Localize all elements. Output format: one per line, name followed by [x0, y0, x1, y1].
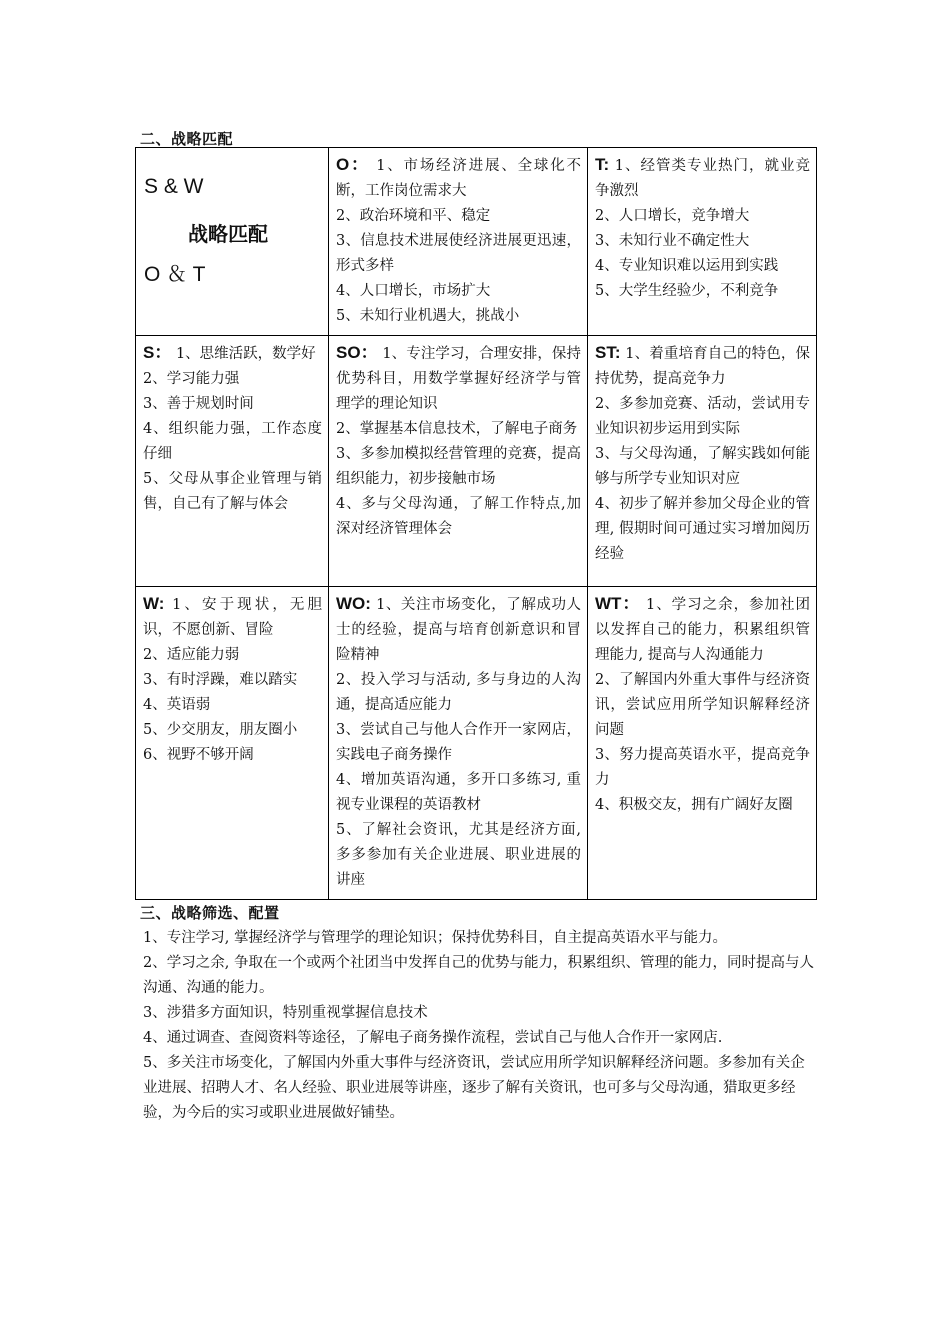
- cell-first-line: [336, 340, 581, 417]
- cell-item: 5、大学生经验少，不利竞争: [595, 283, 779, 299]
- cell-item: 3、有时浮躁，难以踏实: [143, 672, 298, 688]
- cell-item: 4、组织能力强，工作态度仔细: [143, 421, 322, 462]
- cell-item: 3、努力提高英语水平，提高竞争力: [595, 747, 810, 788]
- cell-item: 4、英语弱: [143, 697, 211, 713]
- section-2-title: 二、战略匹配: [140, 130, 234, 148]
- cell-w: [136, 587, 329, 900]
- cell-wo: [329, 587, 588, 900]
- list-item: 2、学习之余, 争取在一个或两个社团当中发挥自己的优势与能力，积累组织、管理的能力，同时提高与人沟通、沟通的能力。: [143, 955, 814, 996]
- cell-so: [329, 336, 588, 587]
- cell-item: 1、学习之余，参加社团以发挥自己的能力，积累组织管理能力, 提高与人沟通能力: [595, 597, 810, 663]
- list-item: 5、多关注市场变化，了解国内外重大事件与经济资讯，尝试应用所学知识解释经济问题。多参加有关企业进展、招聘人才、名人经验、职业进展等讲座，逐步了解有关资讯，也可多与父母沟通，猎取更多经验，为今后的实习或职业进展做好铺垫。: [143, 1055, 805, 1121]
- cell-item: 1、专注学习，合理安排，保持优势科目，用数学掌握好经济学与管理学的理论知识: [336, 346, 582, 412]
- cell-item: 5、少交朋友，朋友圈小: [143, 722, 298, 738]
- table-row: [136, 148, 817, 336]
- cell-item: 3、多参加模拟经营管理的竞赛，提高组织能力，初步接触市场: [336, 446, 581, 487]
- list-item: 3、涉猎多方面知识，特别重视掌握信息技术: [143, 1005, 428, 1021]
- corner-middle-label: 战略匹配: [188, 222, 268, 246]
- cell-first-line: [336, 591, 581, 668]
- cell-item: 5、未知行业机遇大，挑战小: [336, 308, 520, 324]
- cell-item: 1、思维活跃，数学好: [175, 346, 316, 362]
- cell-item: 5、父母从事企业管理与销售，自己有了解与体会: [143, 471, 322, 512]
- cell-item: 5、了解社会资讯，尤其是经济方面, 多多参加有关企业进展、职业进展的讲座: [336, 822, 581, 888]
- table-row: [136, 336, 817, 587]
- corner-ot-label: O ＆ T: [144, 263, 206, 286]
- cell-item: 3、善于规划时间: [143, 396, 254, 412]
- cell-s: [136, 336, 329, 587]
- table-row: [136, 587, 817, 900]
- cell-heading: S：: [143, 343, 172, 362]
- cell-item: 2、了解国内外重大事件与经济资讯，尝试应用所学知识解释经济问题: [595, 672, 810, 738]
- cell-heading: T:: [595, 155, 610, 174]
- corner-sw-label: S & W: [144, 175, 204, 198]
- cell-item: 3、与父母沟通，了解实践如何能够与所学专业知识对应: [595, 446, 810, 487]
- cell-item: 1、经管类专业热门，就业竞争激烈: [595, 158, 810, 199]
- section-3-title: 三、战略筛选、配置: [140, 904, 280, 922]
- cell-heading: WO:: [336, 594, 371, 613]
- cell-item: 1、市场经济进展、全球化不断，工作岗位需求大: [336, 158, 581, 199]
- cell-item: 1、安于现状，无胆识，不愿创新、冒险: [143, 597, 323, 638]
- cell-first-line: [143, 340, 322, 367]
- cell-item: 3、尝试自己与他人合作开一家网店，实践电子商务操作: [336, 722, 581, 763]
- cell-first-line: [595, 152, 810, 204]
- swot-matrix-table: [135, 147, 817, 900]
- cell-item: 3、未知行业不确定性大: [595, 233, 750, 249]
- cell-item: 3、信息技术进展使经济进展更迅速，形式多样: [336, 233, 581, 274]
- cell-heading: O：: [336, 155, 370, 174]
- cell-first-line: [595, 591, 810, 668]
- cell-item: 2、投入学习与活动, 多与身边的人沟通，提高适应能力: [336, 672, 581, 713]
- cell-item: 2、人口增长，竞争增大: [595, 208, 750, 224]
- cell-heading: WT：: [595, 594, 641, 613]
- cell-item: 1、着重培育自己的特色，保持优势，提高竞争力: [595, 346, 811, 387]
- cell-wt: [588, 587, 817, 900]
- cell-item: 4、多与父母沟通，了解工作特点,加深对经济管理体会: [336, 496, 581, 537]
- list-item: 1、专注学习, 掌握经济学与管理学的理论知识；保持优势科目，自主提高英语水平与能力。: [143, 930, 727, 946]
- corner-cell: [136, 148, 329, 336]
- strategy-list: [143, 926, 815, 1126]
- cell-item: 2、政治环境和平、稳定: [336, 208, 491, 224]
- cell-item: 4、初步了解并参加父母企业的管理, 假期时间可通过实习增加阅历经验: [595, 496, 810, 562]
- cell-item: 2、多参加竞赛、活动，尝试用专业知识初步运用到实际: [595, 396, 810, 437]
- cell-item: 2、掌握基本信息技术，了解电子商务: [336, 421, 578, 437]
- cell-item: 6、视野不够开阔: [143, 747, 254, 763]
- cell-st: [588, 336, 817, 587]
- cell-first-line: [336, 152, 581, 204]
- cell-heading: ST:: [595, 343, 621, 362]
- cell-o: [329, 148, 588, 336]
- cell-item: 4、专业知识难以运用到实践: [595, 258, 779, 274]
- cell-first-line: [143, 591, 322, 643]
- cell-item: 4、人口增长，市场扩大: [336, 283, 491, 299]
- cell-heading: SO：: [336, 343, 378, 362]
- list-item: 4、通过调查、查阅资料等途径，了解电子商务操作流程，尝试自己与他人合作开一家网店.: [143, 1030, 723, 1046]
- cell-first-line: [595, 340, 810, 392]
- cell-item: 4、积极交友，拥有广阔好友圈: [595, 797, 793, 813]
- cell-item: 4、增加英语沟通，多开口多练习, 重视专业课程的英语教材: [336, 772, 581, 813]
- cell-t: [588, 148, 817, 336]
- cell-item: 1、关注市场变化，了解成功人士的经验，提高与培育创新意识和冒险精神: [336, 597, 582, 663]
- cell-heading: W:: [143, 594, 165, 613]
- cell-item: 2、适应能力弱: [143, 647, 240, 663]
- cell-item: 2、学习能力强: [143, 371, 240, 387]
